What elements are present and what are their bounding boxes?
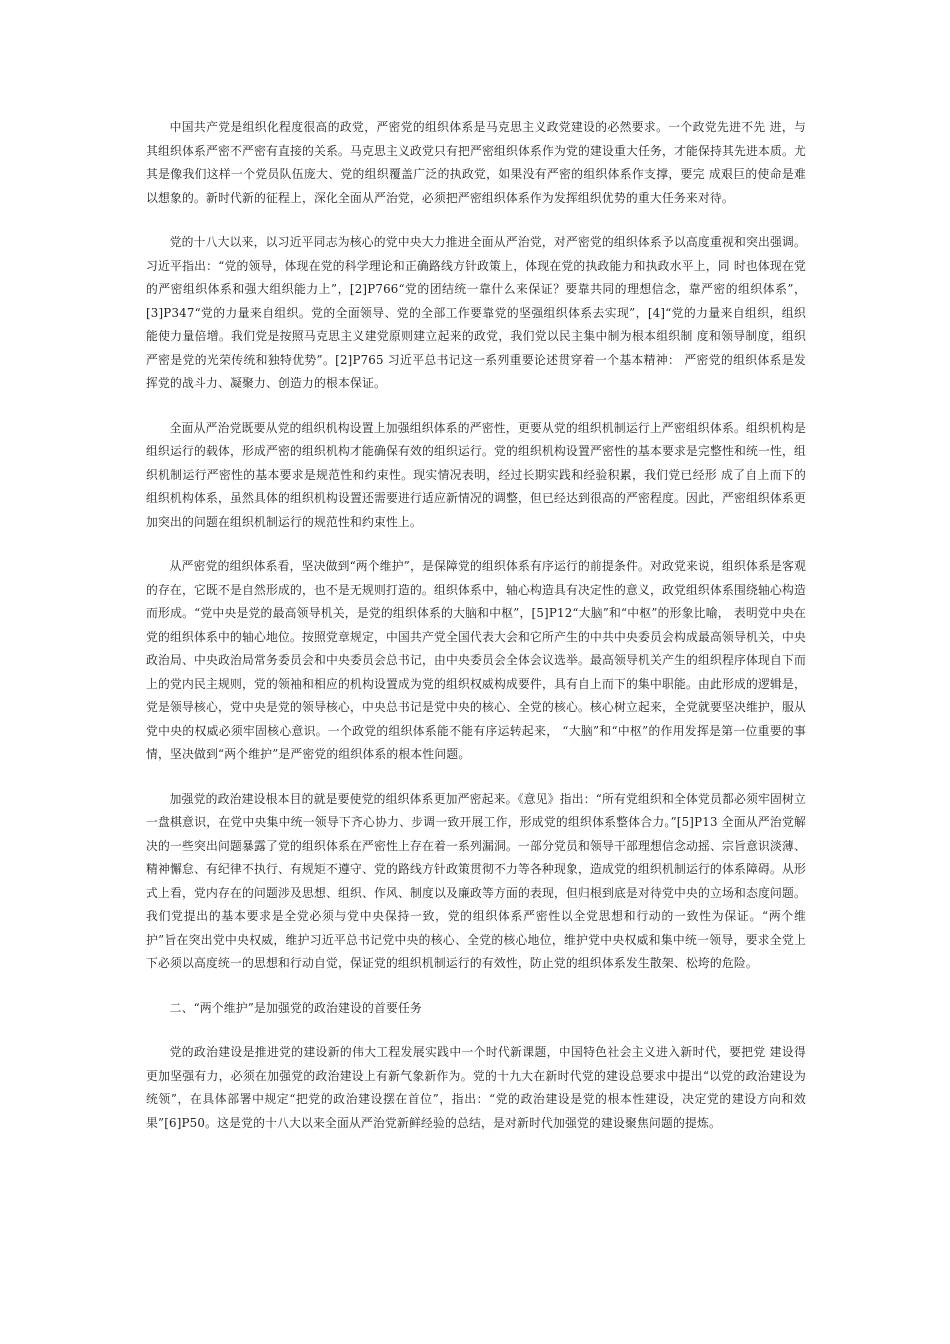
paragraph-6: 党的政治建设是推进党的建设新的伟大工程发展实践中一个时代新课题，中国特色社会主义进入新时代，要把党 建设得更加坚强有力，必须在加强党的政治建设上有新气象新作为。党的十九大在新时代党的建设总要求中提出“以党的政治建设为统领”，在具体部署中规定“把党的政治建设摆在首位”，指出：“党的政治建设是党的根本性建设，决定党的建设方向和效果”[6]P50。这是党的十八大以来全面从严治党新鲜经验的总结，是对新时代加强党的建设聚焦问题的提炼。 <box>146 1045 806 1130</box>
paragraph-3: 全面从严治党既要从党的组织机构设置上加强组织体系的严密性，更要从党的组织机制运行上严密组织体系。组织机构是组织运行的载体，形成严密的组织机构才能确保有效的组织运行。党的组织机构设置严密性的基本要求是完整性和统一性，组织机制运行严密性的基本要求是规范性和约束性。现实情况表明，经过长期实践和经验积累，我们党已经形 成了自上而下的组织机构体系，虽然具体的组织机构设置还需要进行适应新情况的调整，但已经达到很高的严密程度。因此，严密组织体系更加突出的问题在组织机制运行的规范性和约束性上。 <box>146 420 806 529</box>
section-heading: 二、“两个维护”是加强党的政治建设的首要任务 <box>169 1000 422 1015</box>
paragraph-5: 加强党的政治建设根本目的就是要使党的组织体系更加严密起来。《意见》指出：“所有党组织和全体党员都必须牢固树立一盘棋意识，在党中央集中统一领导下齐心协力、步调一致开展工作，形成党的组织体系整体合力。”[5]P13 全面从严治党解决的一些突出问题暴露了党的组织体系在严密性上存在着一系列漏洞。一部分党员和领导干部理想信念动摇、宗旨意识淡薄、精神懈怠、有纪律不执行、有规矩不遵守、党的路线方针政策贯彻不力等各种现象，造成党的组织机制运行的体系障碍。从形式上看，党内存在的问题涉及思想、组织、作风、制度以及廉政等方面的表现，但归根到底是对待党中央的立场和态度问题。我们党提出的基本要求是全党必须与党中央保持一致，党的组织体系严密性以全党思想和行动的一致性为保证。“两个维护”旨在突出党中央权威，维护习近平总书记党中央的核心、全党的核心地位，维护党中央权威和集中统一领导，要求全党上下必须以高度统一的思想和行动自觉，保证党的组织机制运行的有效性，防止党的组织体系发生散架、松垮的危险。 <box>146 791 806 970</box>
paragraph-4: 从严密党的组织体系看，坚决做到“两个维护”，是保障党的组织体系有序运行的前提条件。对政党来说，组织体系是客观的存在，它既不是自然形成的，也不是无规则打造的。组织体系中，轴心构造具有决定性的意义，政党组织体系围绕轴心构造而形成。“党中央是党的最高领导机关，是党的组织体系的大脑和中枢”，[5]P12“大脑”和“中枢”的形象比喻， 表明党中央在党的组织体系中的轴心地位。按照党章规定，中国共产党全国代表大会和它所产生的中共中央委员会构成最高领导机关，中央政治局、中央政治局常务委员会和中央委员会总书记，由中央委员会全体会议选举。最高领导机关产生的组织程序体现自下而上的党内民主规则，党的领袖和相应的机构设置成为党的组织权威构成要件，具有自上而下的集中职能。由此形成的逻辑是，党是领导核心，党中央是党的领导核心，中央总书记是党中央的核心、全党的核心。核心树立起来，全党就要坚决维护，服从党中央的权威必须牢固核心意识。一个政党的组织体系能不能有序运转起来， “大脑”和“中枢”的作用发挥是第一位重要的事情，坚决做到“两个维护”是严密党的组织体系的根本性问题。 <box>146 559 806 761</box>
paragraph-2: 党的十八大以来，以习近平同志为核心的党中央大力推进全面从严治党，对严密党的组织体系予以高度重视和突出强调。习近平指出：“党的领导，体现在党的科学理论和正确路线方针政策上，体现在党的执政能力和执政水平上，同 时也体现在党的严密组织体系和强大组织能力上”，[2]P766“党的团结统一靠什么来保证？要靠共同的理想信念，靠严密的组织体系”，[3]P347“党的力量来自组织。党的全面领导、党的全部工作要靠党的坚强组织体系去实现”，[4]“党的力量来自组织，组织能使力量倍增。我们党是按照马克思主义建党原则建立起来的政党，我们党以民主集中制为根本组织制 度和领导制度，组织严密是党的光荣传统和独特优势”。[2]P765 习近平总书记这一系列重要论述贯穿着一个基本精神： 严密党的组织体系是发挥党的战斗力、凝聚力、创造力的根本保证。 <box>146 235 806 390</box>
document-page <box>146 116 806 1156</box>
paragraph-1: 中国共产党是组织化程度很高的政党，严密党的组织体系是马克思主义政党建设的必然要求。一个政党先进不先 进，与其组织体系严密不严密有直接的关系。马克思主义政党只有把严密组织体系作为党的建设重大任务，才能保持其先进本质。尤其是像我们这样一个党员队伍庞大、党的组织覆盖广泛的执政党，如果没有严密的组织体系作支撑，要完 成艰巨的使命是难以想象的。新时代新的征程上，深化全面从严治党，必须把严密组织体系作为发挥组织优势的重大任务来对待。 <box>146 120 806 205</box>
